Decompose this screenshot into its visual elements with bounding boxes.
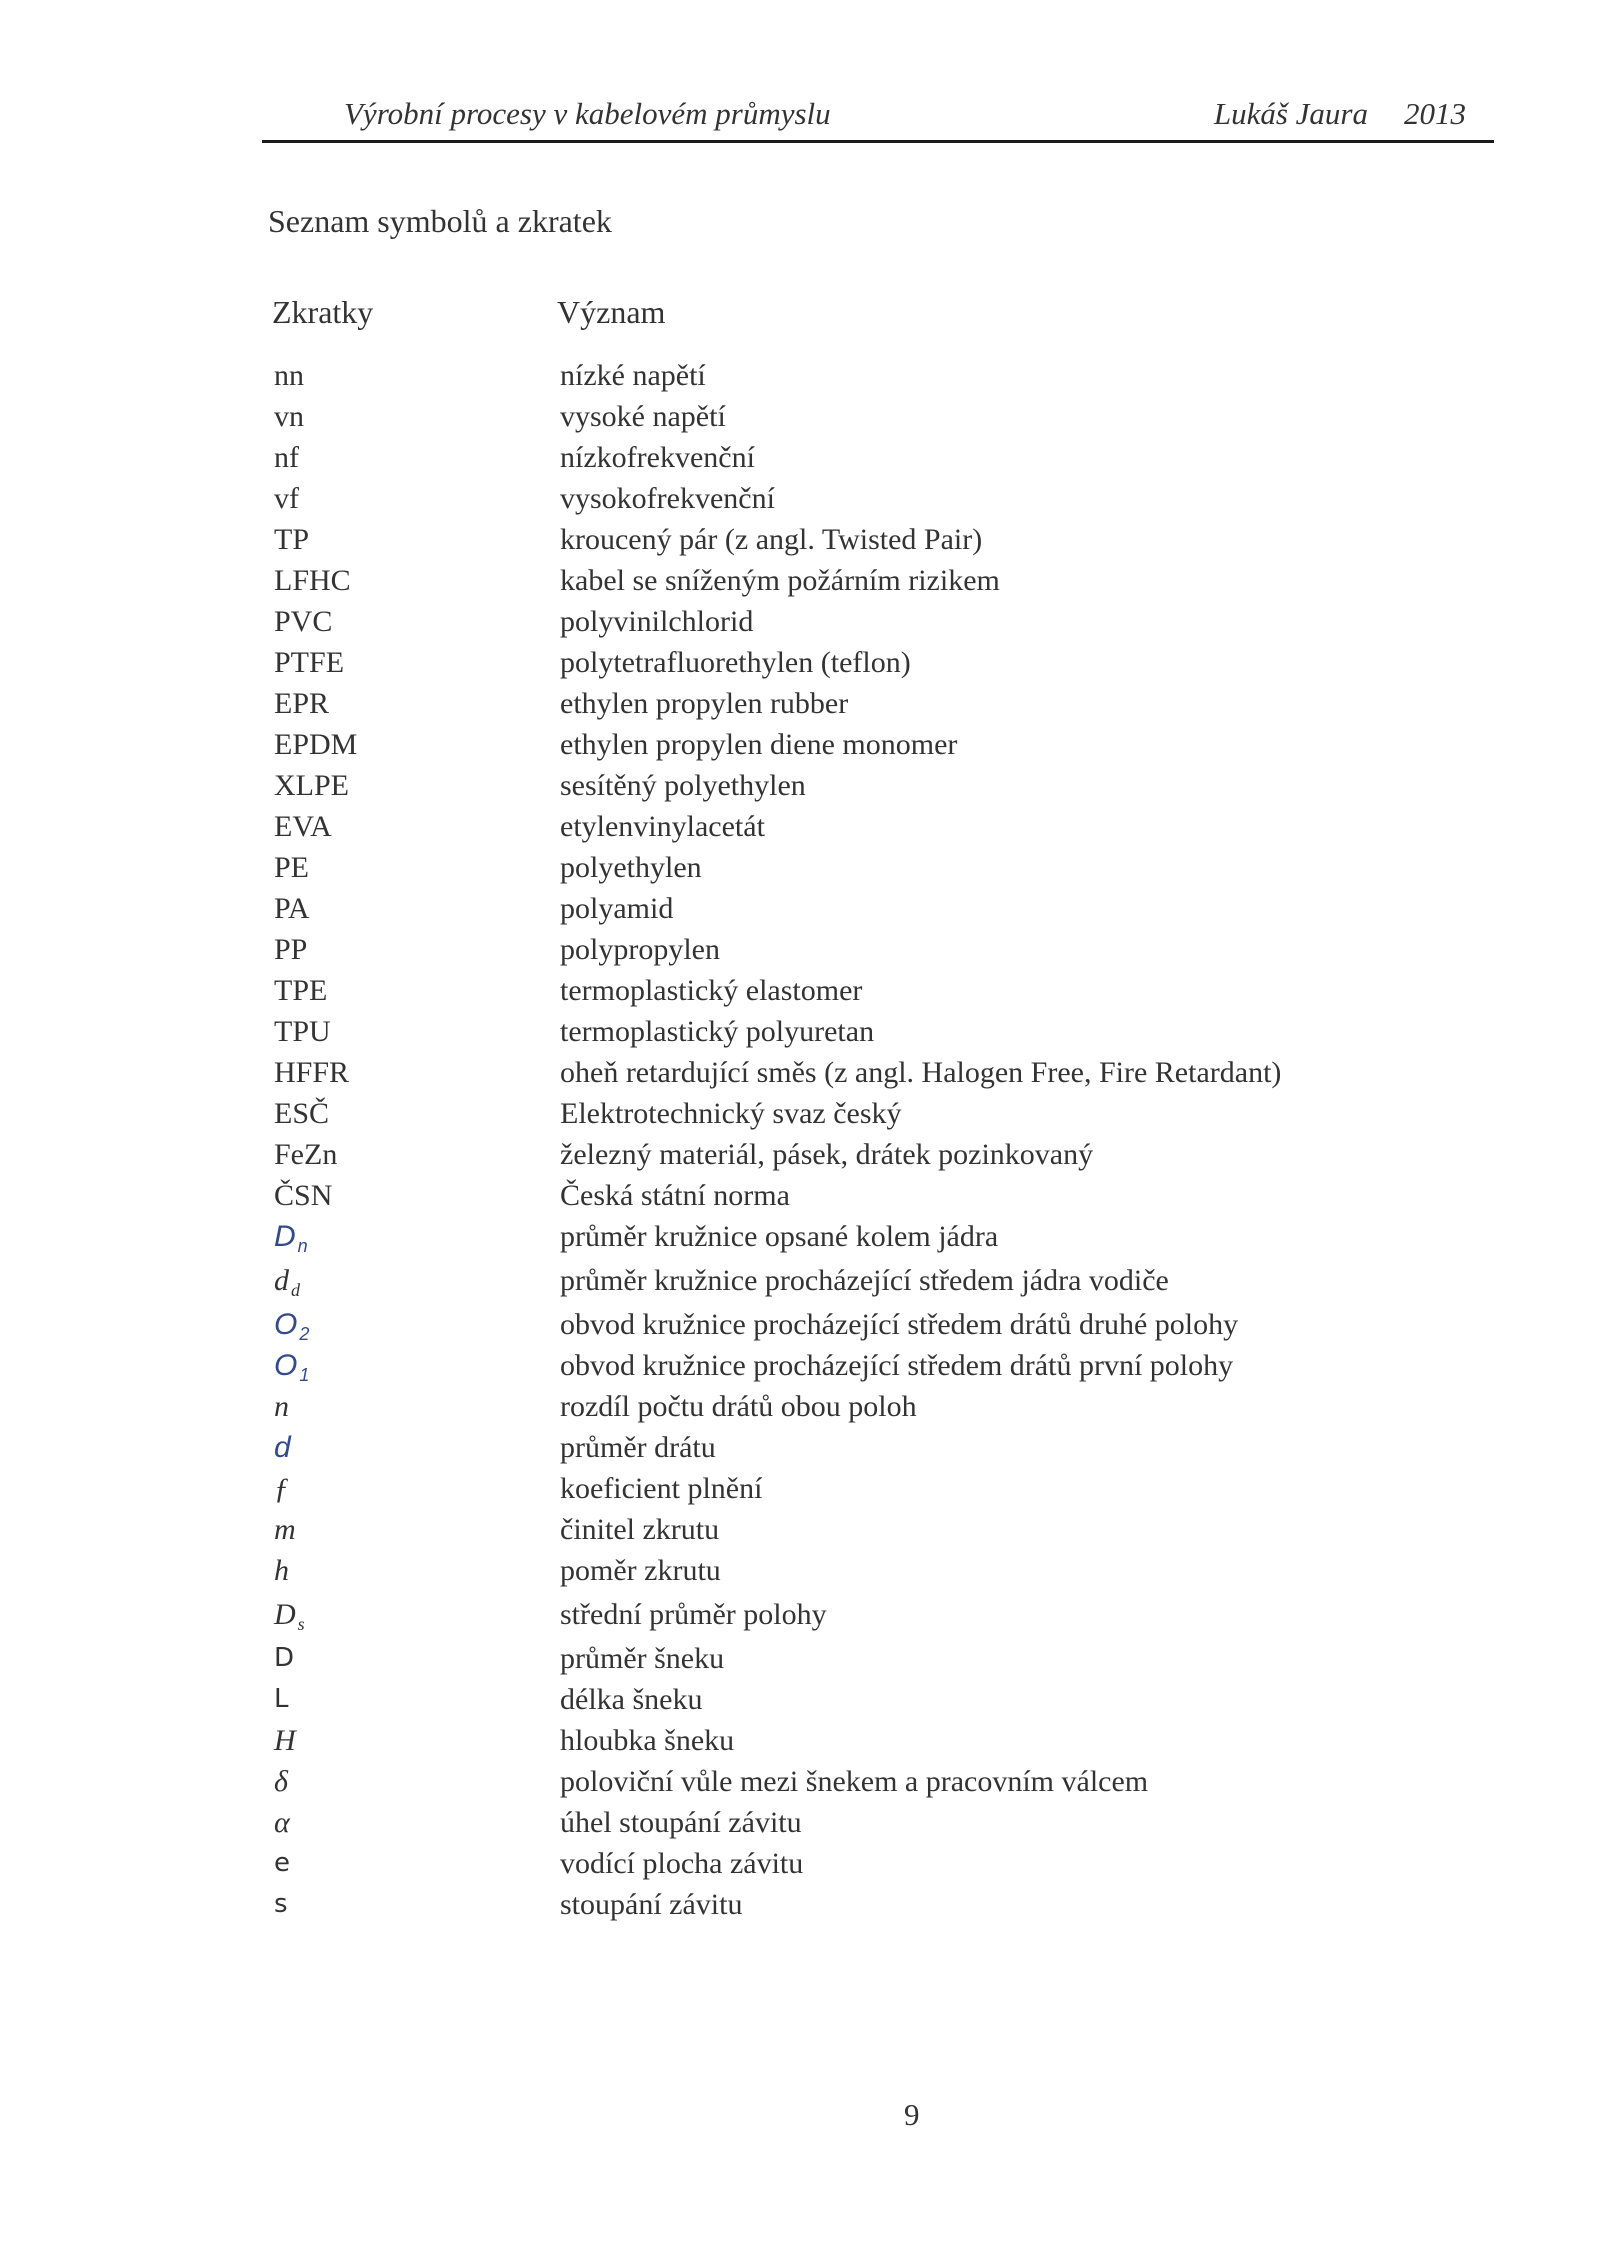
symbol-text: PVC <box>274 605 333 638</box>
symbol-cell <box>274 1509 296 1550</box>
symbol-text: α <box>274 1806 290 1839</box>
meaning-cell: hloubka šneku <box>560 1724 735 1757</box>
table-row <box>0 1052 1600 1093</box>
meaning-cell: termoplastický elastomer <box>560 974 863 1007</box>
column-header-abbr: Zkratky <box>272 294 374 330</box>
symbol-text: nn <box>274 359 304 392</box>
section-title: Seznam symbolů a zkratek <box>268 203 612 239</box>
symbol-text: d <box>274 1431 291 1464</box>
meaning-cell: poměr zkrutu <box>560 1554 721 1587</box>
symbol-cell <box>274 970 327 1011</box>
symbol-subscript: 1 <box>299 1365 310 1385</box>
symbol-text: e <box>274 1848 290 1878</box>
symbol-text: EPR <box>274 687 330 720</box>
meaning-cell: ethylen propylen diene monomer <box>560 728 958 761</box>
symbol-text: n <box>274 1390 289 1423</box>
symbol-text: δ <box>274 1765 288 1798</box>
symbol-cell <box>274 765 349 806</box>
symbol-text: EVA <box>274 810 332 843</box>
symbol-cell <box>274 437 299 478</box>
meaning-cell: Elektrotechnický svaz český <box>560 1097 902 1130</box>
symbol-cell <box>274 847 309 888</box>
meaning-cell: rozdíl počtu drátů obou poloh <box>560 1390 917 1423</box>
symbol-cell <box>274 519 309 560</box>
symbol-text: nf <box>274 441 299 474</box>
meaning-cell: ethylen propylen rubber <box>560 687 849 720</box>
table-row <box>0 806 1600 847</box>
meaning-cell: nízkofrekvenční <box>560 441 755 474</box>
table-row <box>0 1761 1600 1802</box>
symbol-text: EPDM <box>274 728 358 761</box>
symbol-cell <box>274 683 329 724</box>
symbol-text: O <box>274 1308 298 1341</box>
meaning-cell: etylenvinylacetát <box>560 810 765 843</box>
meaning-cell: úhel stoupání závitu <box>560 1806 802 1839</box>
symbols-table <box>0 355 1600 1925</box>
symbol-cell <box>274 560 351 601</box>
symbol-subscript: n <box>297 1236 308 1256</box>
meaning-cell: polypropylen <box>560 933 720 966</box>
table-row <box>0 1175 1600 1216</box>
symbol-text: HFFR <box>274 1056 350 1089</box>
symbol-text: PTFE <box>274 646 345 679</box>
table-row <box>0 1679 1600 1720</box>
table-row <box>0 724 1600 765</box>
meaning-cell: délka šneku <box>560 1683 703 1716</box>
table-row <box>0 1509 1600 1550</box>
table-row <box>0 1257 1600 1304</box>
meaning-cell: poloviční vůle mezi šnekem a pracovním válcem <box>560 1765 1149 1798</box>
symbol-cell <box>274 724 357 765</box>
table-row <box>0 1093 1600 1134</box>
table-row <box>0 642 1600 683</box>
symbol-subscript: 2 <box>299 1324 310 1344</box>
symbol-text: PP <box>274 933 308 966</box>
meaning-cell: kabel se sníženým požárním rizikem <box>560 564 1000 597</box>
symbol-cell <box>274 929 307 970</box>
symbol-cell <box>274 1802 290 1843</box>
symbol-text: d <box>274 1264 289 1297</box>
meaning-cell: oheň retardující směs (z angl. Halogen Free, Fire Retardant) <box>560 1056 1282 1089</box>
table-row <box>0 396 1600 437</box>
meaning-cell: vysokofrekvenční <box>560 482 775 515</box>
meaning-cell: polyamid <box>560 892 674 925</box>
table-row <box>0 437 1600 478</box>
header-title: Výrobní procesy v kabelovém průmyslu <box>344 96 831 131</box>
symbol-cell <box>274 1011 331 1052</box>
table-row <box>0 683 1600 724</box>
meaning-cell: vodící plocha závitu <box>560 1847 804 1880</box>
symbol-cell <box>274 601 332 642</box>
meaning-cell: termoplastický polyuretan <box>560 1015 875 1048</box>
symbol-cell <box>274 1843 290 1884</box>
symbol-cell <box>274 888 310 929</box>
symbol-text: TPE <box>274 974 328 1007</box>
symbol-text: PE <box>274 851 310 884</box>
table-row <box>0 1011 1600 1052</box>
table-row <box>0 929 1600 970</box>
symbol-text: D <box>274 1598 296 1631</box>
symbol-text: H <box>274 1724 296 1757</box>
meaning-cell: střední průměr polohy <box>560 1598 827 1631</box>
meaning-cell: polyethylen <box>560 851 702 884</box>
table-row <box>0 1638 1600 1679</box>
page-number: 9 <box>904 2097 920 2132</box>
meaning-cell: železný materiál, pásek, drátek pozinkovaný <box>560 1138 1094 1171</box>
symbol-text: ČSN <box>274 1179 333 1212</box>
symbol-cell <box>274 1638 294 1679</box>
symbol-text: ESČ <box>274 1097 330 1130</box>
symbol-text: ƒ <box>274 1472 289 1505</box>
symbol-text: TP <box>274 523 310 556</box>
table-row <box>0 1386 1600 1427</box>
symbol-cell <box>274 642 344 683</box>
symbol-subscript: s <box>297 1614 305 1634</box>
symbol-text: FeZn <box>274 1138 338 1171</box>
symbol-cell <box>274 396 304 437</box>
symbol-subscript: d <box>291 1280 300 1300</box>
header-year: 2013 <box>1404 96 1466 131</box>
symbol-text: D <box>274 1220 296 1253</box>
table-row <box>0 560 1600 601</box>
symbol-cell <box>274 1052 349 1093</box>
symbol-text: TPU <box>274 1015 331 1048</box>
table-row <box>0 1216 1600 1257</box>
meaning-cell: koeficient plnění <box>560 1472 763 1505</box>
symbol-cell <box>274 1175 332 1216</box>
table-row <box>0 478 1600 519</box>
meaning-cell: vysoké napětí <box>560 400 726 433</box>
symbol-cell <box>274 1550 289 1591</box>
table-row <box>0 1345 1600 1386</box>
table-row <box>0 1134 1600 1175</box>
symbol-text: PA <box>274 892 310 925</box>
meaning-cell: obvod kružnice procházející středem drátů druhé polohy <box>560 1308 1239 1341</box>
table-row <box>0 1550 1600 1591</box>
symbol-text: L <box>274 1684 289 1714</box>
table-row <box>0 519 1600 560</box>
symbol-cell <box>274 355 304 396</box>
symbol-cell <box>274 1427 291 1468</box>
meaning-cell: polyvinilchlorid <box>560 605 754 638</box>
table-row <box>0 1802 1600 1843</box>
symbol-text: s <box>274 1889 288 1919</box>
symbol-text: O <box>274 1349 298 1382</box>
symbol-cell <box>274 1093 329 1134</box>
meaning-cell: průměr kružnice opsané kolem jádra <box>560 1220 999 1253</box>
meaning-cell: průměr kružnice procházející středem jádra vodiče <box>560 1264 1169 1297</box>
table-row <box>0 1884 1600 1925</box>
symbol-cell <box>274 1679 289 1720</box>
meaning-cell: sesítěný polyethylen <box>560 769 806 802</box>
symbol-cell <box>274 478 299 519</box>
table-row <box>0 1843 1600 1884</box>
header-author: Lukáš Jaura <box>1213 96 1368 131</box>
symbol-cell <box>274 806 332 847</box>
symbol-cell <box>274 1386 289 1427</box>
meaning-cell: kroucený pár (z angl. Twisted Pair) <box>560 523 983 556</box>
meaning-cell: obvod kružnice procházející středem drátů první polohy <box>560 1349 1234 1382</box>
table-row <box>0 355 1600 396</box>
table-row <box>0 847 1600 888</box>
symbol-cell <box>274 1468 289 1509</box>
table-row <box>0 601 1600 642</box>
symbol-text: LFHC <box>274 564 351 597</box>
table-row <box>0 888 1600 929</box>
meaning-cell: stoupání závitu <box>560 1888 743 1921</box>
symbol-cell <box>274 1761 288 1802</box>
meaning-cell: nízké napětí <box>560 359 706 392</box>
table-row <box>0 1304 1600 1345</box>
meaning-cell: činitel zkrutu <box>560 1513 720 1546</box>
meaning-cell: Česká státní norma <box>560 1179 790 1212</box>
symbol-text: vf <box>274 482 299 515</box>
symbol-cell <box>274 1134 337 1175</box>
symbol-text: h <box>274 1554 289 1587</box>
meaning-cell: průměr šneku <box>560 1642 725 1675</box>
symbol-text: D <box>274 1643 295 1673</box>
table-row <box>0 1468 1600 1509</box>
symbol-text: m <box>274 1513 296 1546</box>
table-row <box>0 1427 1600 1468</box>
table-row <box>0 765 1600 806</box>
symbol-text: vn <box>274 400 304 433</box>
symbol-cell <box>274 1884 288 1925</box>
page-header <box>262 92 1494 143</box>
table-row <box>0 1720 1600 1761</box>
meaning-cell: polytetrafluorethylen (teflon) <box>560 646 911 679</box>
symbol-cell <box>274 1720 296 1761</box>
column-header-meaning: Význam <box>557 294 666 330</box>
table-row <box>0 1591 1600 1638</box>
table-row <box>0 970 1600 1011</box>
symbol-text: XLPE <box>274 769 349 802</box>
meaning-cell: průměr drátu <box>560 1431 716 1464</box>
